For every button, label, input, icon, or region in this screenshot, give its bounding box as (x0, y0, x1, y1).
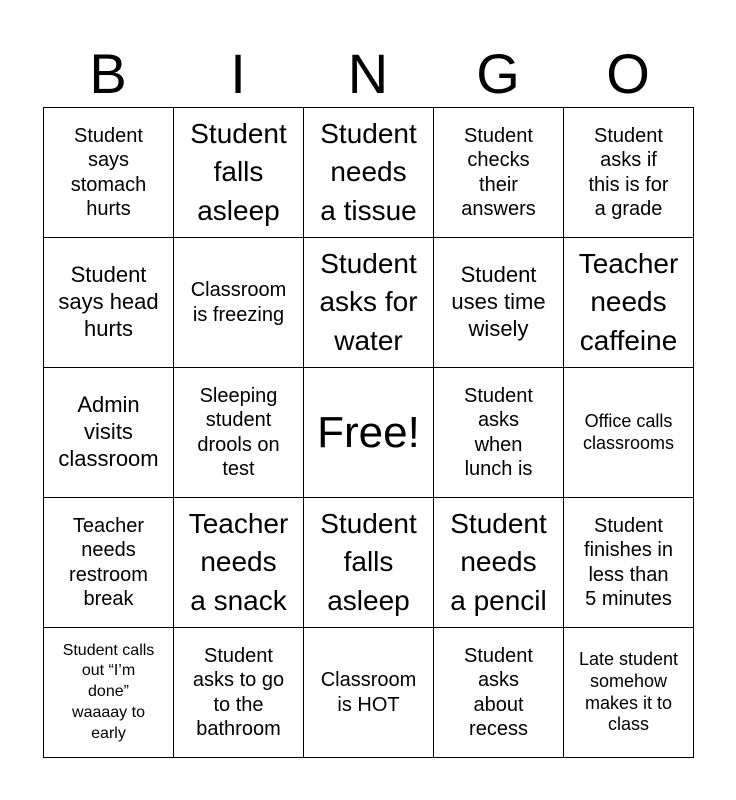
cell-r4-c5[interactable]: Student finishes in less than 5 minutes (564, 498, 694, 628)
header-letter-n: N (347, 42, 389, 105)
bingo-board (43, 107, 694, 758)
cell-free[interactable]: Free! (304, 368, 434, 498)
header-letter-b: B (89, 42, 127, 105)
cell-r2-c3[interactable]: Student asks for water (304, 238, 434, 368)
cell-r5-c3[interactable]: Classroom is HOT (304, 628, 434, 758)
cell-r1-c4[interactable]: Student checks their answers (434, 108, 564, 238)
cell-r3-c1[interactable]: Admin visits classroom (44, 368, 174, 498)
cell-r4-c2[interactable]: Teacher needs a snack (174, 498, 304, 628)
cell-r5-c1[interactable]: Student calls out “I’m done” waaaay to early (44, 628, 174, 758)
cell-r2-c2[interactable]: Classroom is freezing (174, 238, 304, 368)
cell-r3-c2[interactable]: Sleeping student drools on test (174, 368, 304, 498)
header-letter-g: G (476, 42, 520, 105)
cell-r1-c2[interactable]: Student falls asleep (174, 108, 304, 238)
header-letter-i: I (230, 42, 246, 105)
board-row-4 (44, 498, 694, 628)
cell-r2-c1[interactable]: Student says head hurts (44, 238, 174, 368)
cell-r4-c4[interactable]: Student needs a pencil (434, 498, 564, 628)
cell-r2-c4[interactable]: Student uses time wisely (434, 238, 564, 368)
board-row-5 (44, 628, 694, 758)
board-row-1 (44, 108, 694, 238)
board-row-3 (44, 368, 694, 498)
bingo-header (43, 40, 693, 108)
cell-r1-c5[interactable]: Student asks if this is for a grade (564, 108, 694, 238)
header-letter-o: O (606, 42, 650, 105)
cell-r3-c5[interactable]: Office calls classrooms (564, 368, 694, 498)
cell-r5-c4[interactable]: Student asks about recess (434, 628, 564, 758)
cell-r1-c1[interactable]: Student says stomach hurts (44, 108, 174, 238)
cell-r5-c5[interactable]: Late student somehow makes it to class (564, 628, 694, 758)
cell-r4-c1[interactable]: Teacher needs restroom break (44, 498, 174, 628)
board-row-2 (44, 238, 694, 368)
cell-r4-c3[interactable]: Student falls asleep (304, 498, 434, 628)
cell-r5-c2[interactable]: Student asks to go to the bathroom (174, 628, 304, 758)
cell-r2-c5[interactable]: Teacher needs caffeine (564, 238, 694, 368)
cell-r3-c4[interactable]: Student asks when lunch is (434, 368, 564, 498)
cell-r1-c3[interactable]: Student needs a tissue (304, 108, 434, 238)
